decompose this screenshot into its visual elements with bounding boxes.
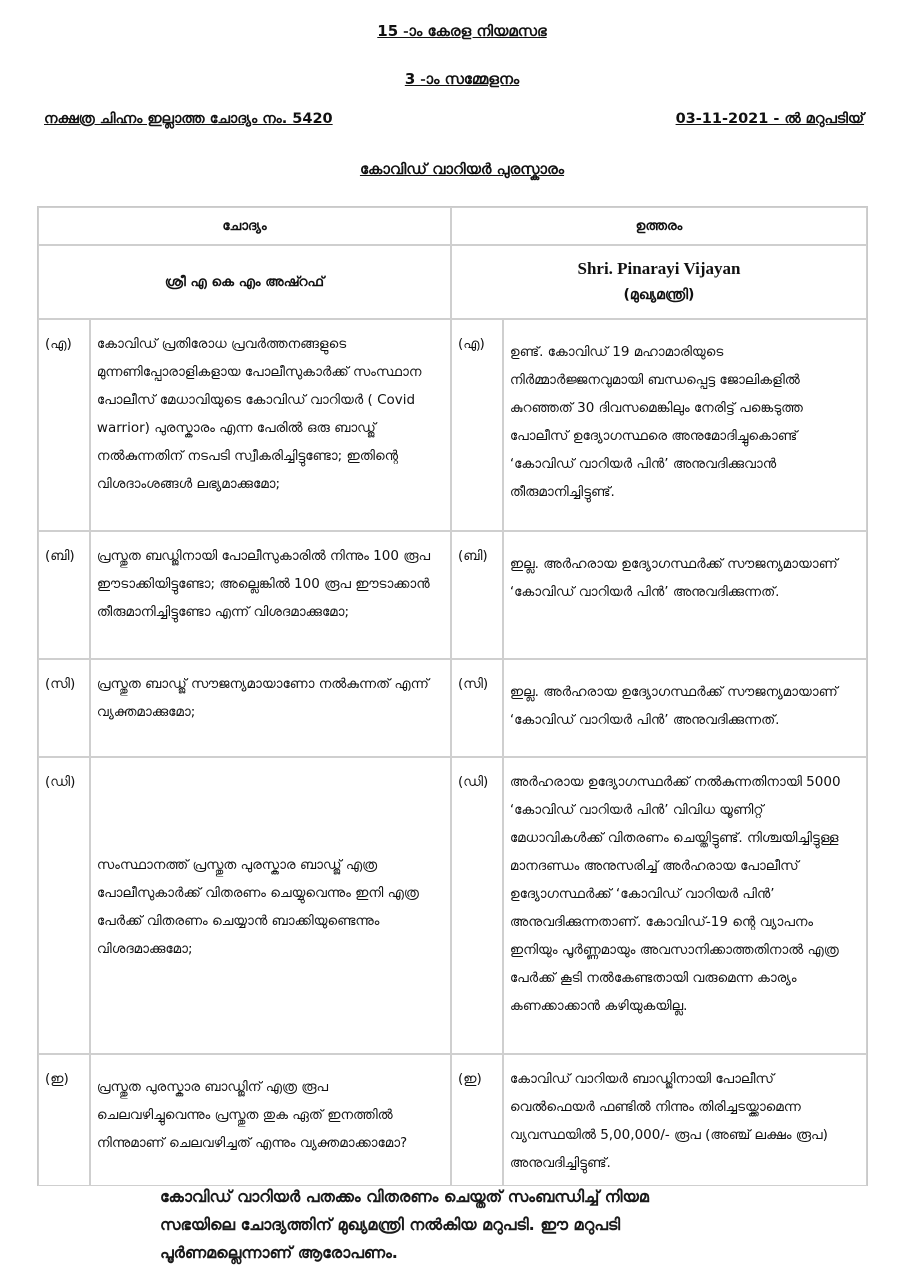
question-column-header: ചോദ്യം [38, 207, 451, 245]
row-label: (ബി) [38, 531, 90, 659]
answer-label: (എ) [451, 319, 503, 531]
responder-title: (മുഖ്യമന്ത്രി) [623, 287, 695, 303]
news-caption: കോവിഡ് വാറിയർ പതക്കം വിതരണം ചെയ്തത് സംബന്ധിച്ച് നിയമ സഭയിലെ ചോദ്യത്തിന് മുഖ്യമന്ത്രി നൽകിയ മറുപടി. ഈ മറുപടി പൂർണമല്ലെന്നാണ് ആരോപണം. [160, 1187, 649, 1262]
question-number: നക്ഷത്ര ചിഹ്നം ഇല്ലാത്ത ചോദ്യം നം. 5420 [44, 111, 333, 127]
answer-date: 03-11-2021 - ൽ മറുപടിയ് [675, 111, 864, 127]
answer-text: കോവിഡ് വാറിയർ ബാഡ്ജിനായി പോലീസ് വെൽഫെയർ ഫണ്ടിൽ നിന്നും തിരിച്ചടയ്ക്കാമെന്ന വ്യവസ്ഥയിൽ 5,00,000/- രൂപ (അഞ്ച് ലക്ഷം രൂപ) അനുവദിച്ചിട്ടുണ്ട്. [503, 1054, 867, 1186]
table-row [38, 757, 867, 1054]
answer-column-header: ഉത്തരം [451, 207, 867, 245]
answer-label: (ഇ) [451, 1054, 503, 1186]
question-text: പ്രസ്തുത പുരസ്കാര ബാഡ്ജിന് എത്ര രൂപ ചെലവഴിച്ചുവെന്നും പ്രസ്തുത തുക ഏത് ഇനത്തിൽ നിന്നുമാണ് ചെലവഴിച്ചത് എന്നും വ്യക്തമാക്കാമോ? [90, 1054, 451, 1186]
answer-text: ഉണ്ട്. കോവിഡ് 19 മഹാമാരിയുടെ നിർമ്മാർജ്ജനവുമായി ബന്ധപ്പെട്ട ജോലികളിൽ കുറഞ്ഞത് 30 ദിവസമെങ്കിലും നേരിട്ട് പങ്കെടുത്ത പോലീസ് ഉദ്യോഗസ്ഥരെ അനുമോദിച്ചുകൊണ്ട് ‘കോവിഡ് വാറിയർ പിൻ’ അനുവദിക്കുവാൻ തീരുമാനിച്ചിട്ടുണ്ട്. [503, 319, 867, 531]
question-text: സംസ്ഥാനത്ത് പ്രസ്തുത പുരസ്കാര ബാഡ്ജ് എത്ര പോലീസുകാർക്ക് വിതരണം ചെയ്യുവെന്നും ഇനി എത്ര പേർക്ക് വിതരണം ചെയ്യാൻ ബാക്കിയുണ്ടെന്നും വിശദമാക്കുമോ; [90, 757, 451, 1054]
answer-text: അർഹരായ ഉദ്യോഗസ്ഥർക്ക് നൽകുന്നതിനായി 5000 ‘കോവിഡ് വാറിയർ പിൻ’ വിവിധ യൂണിറ്റ് മേധാവികൾക്ക് വിതരണം ചെയ്തിട്ടുണ്ട്. നിശ്ചയിച്ചിട്ടുള്ള മാനദണ്ഡം അനുസരിച്ച് അർഹരായ പോലീസ് ഉദ്യോഗസ്ഥർക്ക് ‘കോവിഡ് വാറിയർ പിൻ’ അനുവദിക്കുന്നതാണ്. കോവിഡ്-19 ന്റെ വ്യാപനം ഇനിയും പൂർണ്ണമായും അവസാനിക്കാത്തതിനാൽ എത്ര പേർക്ക് കൂടി നൽകേണ്ടതായി വരുമെന്ന കാര്യം കണക്കാക്കാൻ കഴിയുകയില്ല. [503, 757, 867, 1054]
row-label: (ഇ) [38, 1054, 90, 1186]
answer-text: ഇല്ല. അർഹരായ ഉദ്യോഗസ്ഥർക്ക് സൗജന്യമായാണ് ‘കോവിഡ് വാറിയർ പിൻ’ അനുവദിക്കുന്നത്. [503, 659, 867, 757]
answer-text: ഇല്ല. അർഹരായ ഉദ്യോഗസ്ഥർക്ക് സൗജന്യമായാണ് ‘കോവിഡ് വാറിയർ പിൻ’ അനുവദിക്കുന്നത്. [503, 531, 867, 659]
assembly-title: 15 -ാം കേരള നിയമസഭ [377, 22, 547, 40]
row-label: (എ) [38, 319, 90, 531]
row-label: (ഡി) [38, 757, 90, 1054]
question-text: കോവിഡ് പ്രതിരോധ പ്രവർത്തനങ്ങളുടെ മുന്നണിപ്പോരാളികളായ പോലീസുകാർക്ക് സംസ്ഥാന പോലീസ് മേധാവിയുടെ കോവിഡ് വാറിയർ ( Covid warrior) പുരസ്കാരം എന്ന പേരിൽ ഒരു ബാഡ്ജ് നൽകുന്നതിന് നടപടി സ്വീകരിച്ചിട്ടുണ്ടോ; ഇതിന്റെ വിശദാംശങ്ങൾ ലഭ്യമാക്കുമോ; [90, 319, 451, 531]
question-answer-table [37, 206, 868, 1186]
row-label: (സി) [38, 659, 90, 757]
table-row [38, 1054, 867, 1186]
answer-label: (സി) [451, 659, 503, 757]
answer-label: (ബി) [451, 531, 503, 659]
table-row [38, 659, 867, 757]
question-text: പ്രസ്തുത ബഡ്ജിനായി പോലീസുകാരിൽ നിന്നും 100 രൂപ ഈടാക്കിയിട്ടുണ്ടോ; അല്ലെങ്കിൽ 100 രൂപ ഈടാക്കാൻ തീരുമാനിച്ചിട്ടുണ്ടോ എന്ന് വിശദമാക്കുമോ; [90, 531, 451, 659]
answer-label: (ഡി) [451, 757, 503, 1054]
responder [451, 245, 867, 319]
responder-name: Shri. Pinarayi Vijayan [577, 259, 741, 278]
session-title: 3 -ാം സമ്മേളനം [404, 70, 520, 88]
table-row [38, 531, 867, 659]
table-row [38, 319, 867, 531]
asker-name: ശ്രീ എ കെ എം അഷ്റഫ് [38, 245, 451, 319]
question-text: പ്രസ്തുത ബാഡ്ജ് സൗജന്യമായാണോ നൽകുന്നത് എന്ന് വ്യക്തമാക്കുമോ; [90, 659, 451, 757]
subject-title: കോവിഡ് വാറിയർ പുരസ്കാരം [359, 160, 565, 178]
